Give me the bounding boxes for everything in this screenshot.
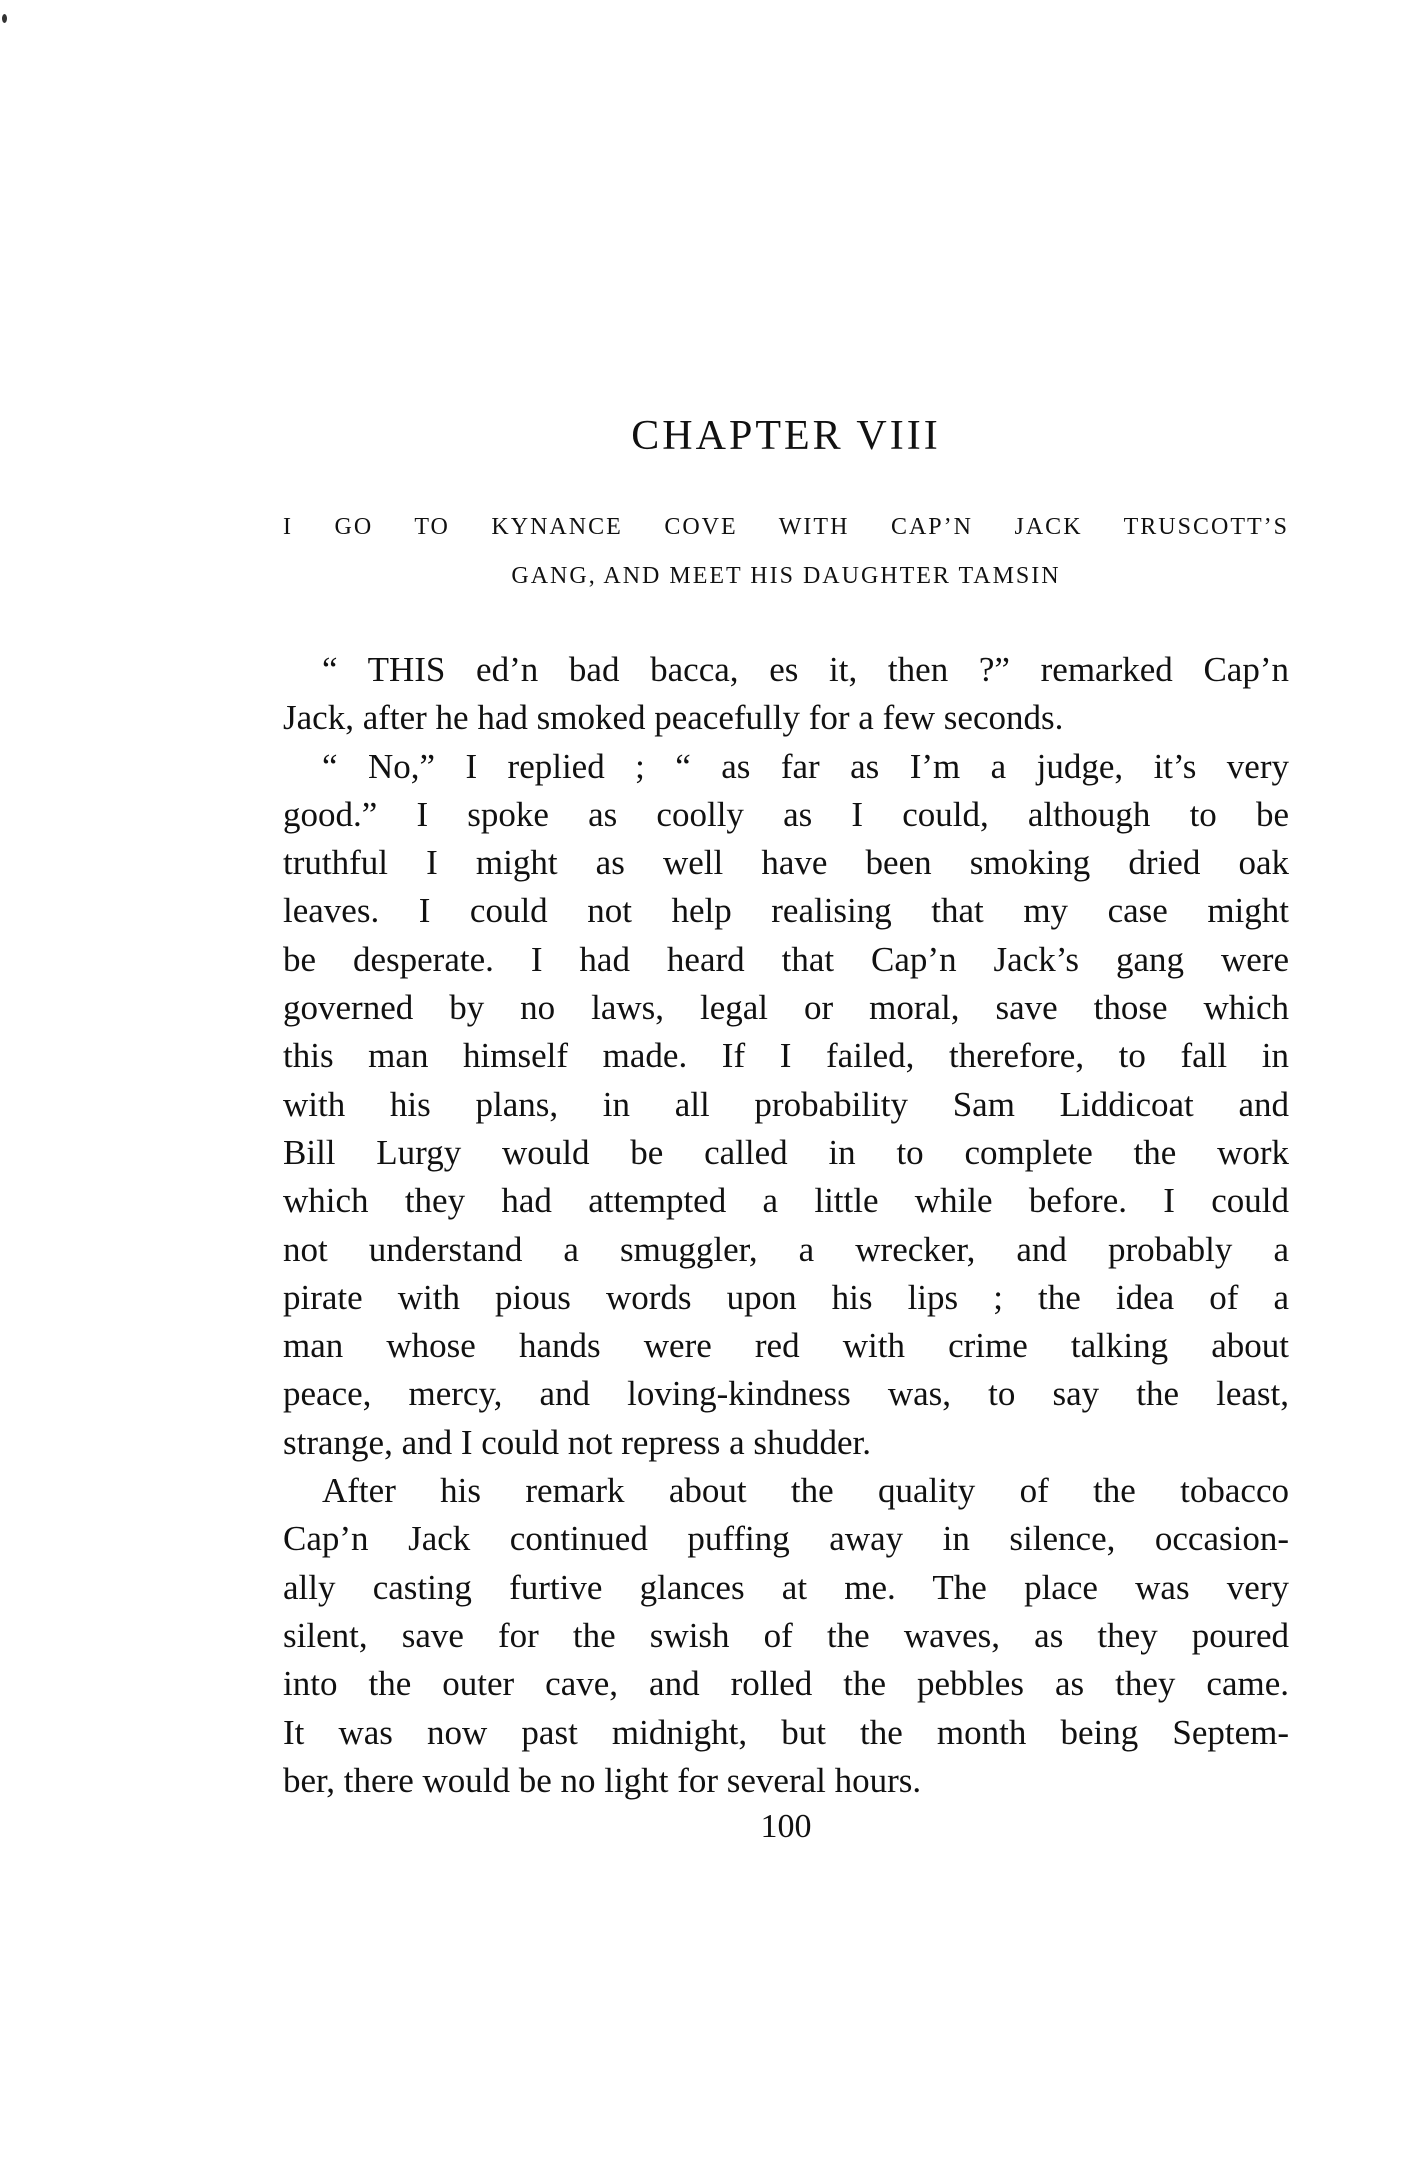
text-line: strange, and I could not repress a shudder. bbox=[283, 1422, 872, 1462]
chapter-title: CHAPTER VIII bbox=[631, 413, 941, 459]
text-line: which they had attempted a little while before. I could bbox=[283, 1181, 1289, 1221]
text-line: governed by no laws, legal or moral, save those which bbox=[283, 988, 1289, 1028]
chapter-subtitle-line: I GO TO KYNANCE COVE WITH CAP’N JACK TRUSCOTT’S bbox=[283, 514, 1289, 540]
text-line: good.” I spoke as coolly as I could, although to be bbox=[283, 794, 1289, 834]
text-line: peace, mercy, and loving-kindness was, to say the least, bbox=[283, 1374, 1289, 1414]
text-line: this man himself made. If I failed, therefore, to fall in bbox=[283, 1036, 1289, 1076]
text-line: silent, save for the swish of the waves, as they poured bbox=[283, 1615, 1289, 1655]
text-line: It was now past midnight, but the month being Septem- bbox=[283, 1712, 1289, 1752]
text-line: Jack, after he had smoked peacefully for a few seconds. bbox=[283, 698, 1064, 738]
text-line: man whose hands were red with crime talking about bbox=[283, 1326, 1289, 1366]
body-text bbox=[283, 646, 1289, 1805]
text-line: with his plans, in all probability Sam Liddicoat and bbox=[283, 1084, 1289, 1124]
text-line: ber, there would be no light for several hours. bbox=[283, 1760, 922, 1800]
text-line: ally casting furtive glances at me. The place was very bbox=[283, 1567, 1289, 1607]
text-line: pirate with pious words upon his lips ; the idea of a bbox=[283, 1277, 1289, 1317]
text-line: “ THIS ed’n bad bacca, es it, then ?” remarked Cap’n bbox=[322, 650, 1289, 689]
text-line: truthful I might as well have been smoking dried oak bbox=[283, 843, 1289, 883]
text-line: into the outer cave, and rolled the pebbles as they came. bbox=[283, 1664, 1289, 1704]
text-line: not understand a smuggler, a wrecker, and probably a bbox=[283, 1229, 1289, 1269]
text-line: Bill Lurgy would be called in to complete the work bbox=[283, 1132, 1289, 1172]
text-line: Cap’n Jack continued puffing away in silence, occasion- bbox=[283, 1519, 1289, 1559]
scan-speck bbox=[2, 14, 7, 23]
page-number: 100 bbox=[760, 1808, 812, 1845]
text-line: “ No,” I replied ; “ as far as I’m a judge, it’s very bbox=[322, 746, 1289, 786]
chapter-subtitle-line: GANG, AND MEET HIS DAUGHTER TAMSIN bbox=[511, 563, 1061, 589]
text-line: be desperate. I had heard that Cap’n Jack’s gang were bbox=[283, 939, 1289, 979]
text-line: After his remark about the quality of the tobacco bbox=[322, 1471, 1289, 1511]
text-line: leaves. I could not help realising that my case might bbox=[283, 891, 1289, 931]
